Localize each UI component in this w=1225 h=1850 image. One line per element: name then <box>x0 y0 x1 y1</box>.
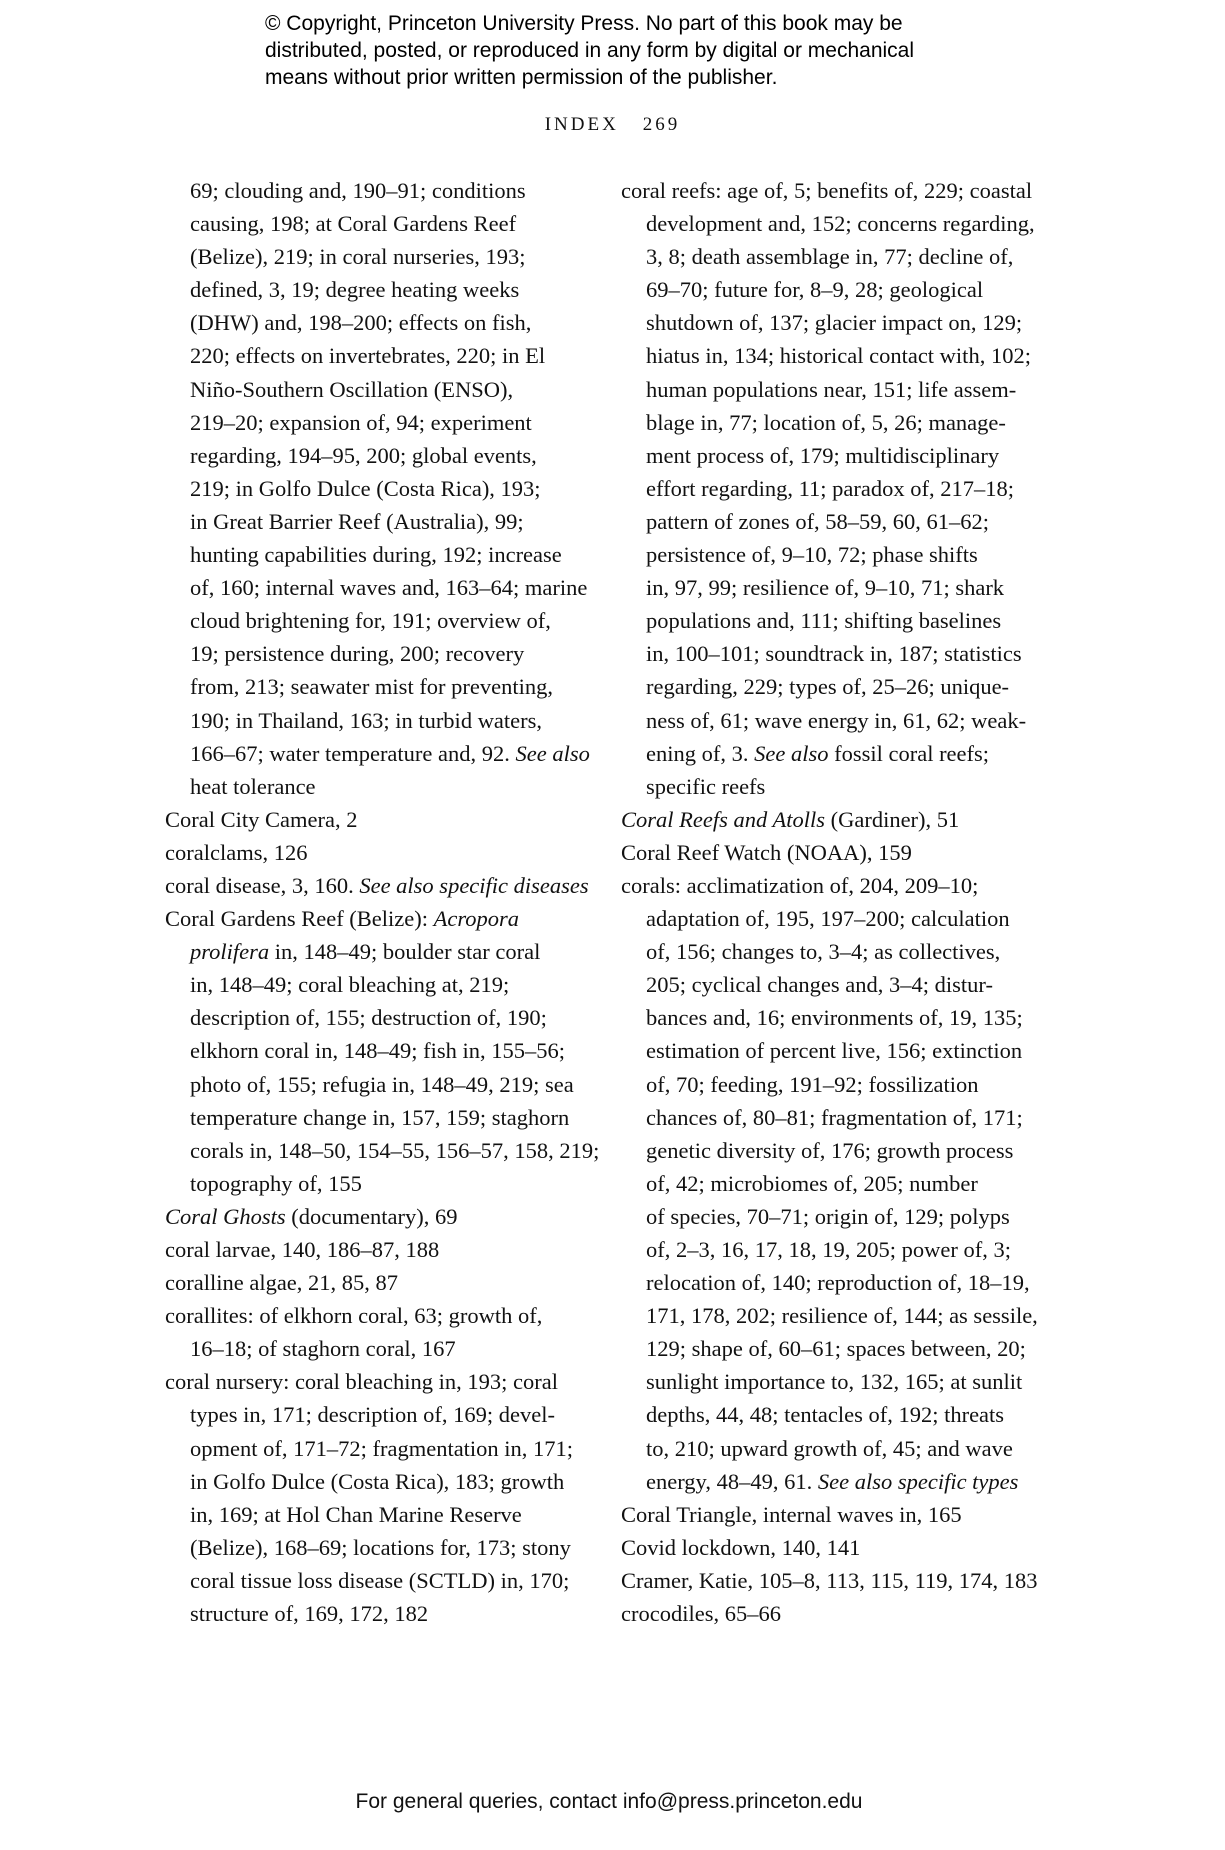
text: persistence of, 9–10, 72; phase shifts <box>646 542 978 568</box>
index-subentry-line <box>165 571 599 604</box>
italic-text: Coral Reefs and Atolls <box>621 806 825 832</box>
index-subentry-line <box>165 1034 599 1067</box>
index-subentry-line <box>621 1001 1038 1034</box>
text: 219; in Golfo Dulce (Costa Rica), 193; <box>190 475 541 501</box>
footer-contact: For general queries, contact info@press.princeton.edu <box>355 1790 863 1813</box>
text: energy, 48–49, 61. <box>646 1468 818 1494</box>
text: in Golfo Dulce (Costa Rica), 183; growth <box>190 1468 565 1494</box>
text: Niño-Southern Oscillation (ENSO), <box>190 376 514 402</box>
index-subentry-line <box>165 406 599 439</box>
text: fossil coral reefs; <box>828 740 990 766</box>
text: to, 210; upward growth of, 45; and wave <box>646 1435 1013 1461</box>
text: chances of, 80–81; fragmentation of, 171; <box>646 1104 1023 1130</box>
index-subentry-line <box>165 1398 599 1431</box>
index-subentry-line <box>165 306 599 339</box>
index-subentry-line <box>621 770 1038 803</box>
copyright-notice <box>265 10 914 91</box>
text: 19; persistence during, 200; recovery <box>190 641 525 667</box>
italic-text: Coral Ghosts <box>165 1203 286 1229</box>
index-subentry-line <box>621 472 1038 505</box>
index-subentry-line <box>621 339 1038 372</box>
text: human populations near, 151; life assem- <box>646 376 1017 402</box>
text: in, 148–49; boulder star coral <box>269 939 541 965</box>
index-subentry-line <box>165 1332 599 1365</box>
index-entry-line <box>621 869 1038 902</box>
index-subentry-line <box>621 968 1038 1001</box>
text: (DHW) and, 198–200; effects on fish, <box>190 310 532 336</box>
index-subentry-line <box>165 637 599 670</box>
index-subentry-line <box>621 670 1038 703</box>
text: relocation of, 140; reproduction of, 18–19, <box>646 1270 1030 1296</box>
index-subentry-line <box>165 538 599 571</box>
index-subentry-line <box>165 1498 599 1531</box>
index-entry-line <box>165 1299 599 1332</box>
text: 171, 178, 202; resilience of, 144; as sessile, <box>646 1303 1038 1329</box>
index-subentry-line <box>621 373 1038 406</box>
text: Cramer, Katie, 105–8, 113, 115, 119, 174, 183 <box>621 1567 1038 1593</box>
index-subentry-line <box>165 1101 599 1134</box>
index-entry-line <box>621 1564 1038 1597</box>
index-subentry-line <box>621 406 1038 439</box>
index-subentry-line <box>165 1134 599 1167</box>
index-subentry-line <box>165 1001 599 1034</box>
text: corals in, 148–50, 154–55, 156–57, 158, 219; <box>190 1137 600 1163</box>
text: (documentary), 69 <box>285 1203 458 1229</box>
text: of, 156; changes to, 3–4; as collectives, <box>646 939 1001 965</box>
text: bances and, 16; environments of, 19, 135; <box>646 1005 1023 1031</box>
text: hiatus in, 134; historical contact with, 102; <box>646 343 1031 369</box>
text: temperature change in, 157, 159; staghorn <box>190 1104 570 1130</box>
index-subentry-line <box>621 306 1038 339</box>
text: opment of, 171–72; fragmentation in, 171; <box>190 1435 574 1461</box>
italic-text: prolifera <box>190 939 270 965</box>
text: crocodiles, 65–66 <box>621 1601 781 1627</box>
text: coral disease, 3, 160. <box>165 872 360 898</box>
text: in, 148–49; coral bleaching at, 219; <box>190 972 510 998</box>
index-entry-line <box>621 1498 1038 1531</box>
text: regarding, 229; types of, 25–26; unique- <box>646 674 1010 700</box>
text: coral larvae, 140, 186–87, 188 <box>165 1237 440 1262</box>
index-subentry-line <box>165 670 599 703</box>
index-subentry-line <box>621 902 1038 935</box>
text: sunlight importance to, 132, 165; at sunlit <box>646 1369 1023 1395</box>
index-subentry-line <box>165 505 599 538</box>
index-subentry-line <box>165 174 599 207</box>
index-subentry-line <box>621 1233 1038 1266</box>
text: depths, 44, 48; tentacles of, 192; threats <box>646 1402 1005 1428</box>
index-entry-line <box>165 1365 599 1398</box>
index-subentry-line <box>165 1465 599 1498</box>
notice-line: © Copyright, Princeton University Press. No part of this book may be <box>265 12 903 35</box>
index-subentry-line <box>165 1564 599 1597</box>
index-entry-line <box>621 1597 1038 1630</box>
text: of, 70; feeding, 191–92; fossilization <box>646 1071 979 1097</box>
text: coral reefs: age of, 5; benefits of, 229; coastal <box>621 178 1033 203</box>
text: 129; shape of, 60–61; spaces between, 20; <box>646 1336 1026 1362</box>
text: Coral Gardens Reef (Belize): <box>165 906 434 932</box>
index-subentry-line <box>621 505 1038 538</box>
index-subentry-line <box>165 968 599 1001</box>
text: of, 42; microbiomes of, 205; number <box>646 1170 978 1196</box>
text: in Great Barrier Reef (Australia), 99; <box>190 508 524 534</box>
text: heat tolerance <box>190 773 316 799</box>
index-subentry-line <box>165 737 599 770</box>
index-subentry-line <box>165 339 599 372</box>
index-subentry-line <box>165 935 599 968</box>
text: regarding, 194–95, 200; global events, <box>190 442 537 468</box>
index-subentry-line <box>621 1034 1038 1067</box>
index-subentry-line <box>621 439 1038 472</box>
index-subentry-line <box>621 637 1038 670</box>
text: coral nursery: coral bleaching in, 193; coral <box>165 1369 558 1395</box>
text: topography of, 155 <box>190 1170 362 1196</box>
index-entry-line <box>165 836 599 869</box>
index-entry-line <box>165 1266 599 1299</box>
index-entry-line <box>621 836 1038 869</box>
index-subentry-line <box>621 1101 1038 1134</box>
index-subentry-line <box>165 1068 599 1101</box>
text: specific reefs <box>646 773 766 799</box>
text: in, 100–101; soundtrack in, 187; statistics <box>646 641 1022 667</box>
index-subentry-line <box>621 1432 1038 1465</box>
text: effort regarding, 11; paradox of, 217–18; <box>646 475 1015 501</box>
text: from, 213; seawater mist for preventing, <box>190 674 554 700</box>
text: cloud brightening for, 191; overview of, <box>190 608 551 634</box>
index-subentry-line <box>621 240 1038 273</box>
notice-line: distributed, posted, or reproduced in any form by digital or mechanical <box>265 39 915 62</box>
text: 220; effects on invertebrates, 220; in El <box>190 343 546 369</box>
index-subentry-line <box>165 770 599 803</box>
text: corals: acclimatization of, 204, 209–10; <box>621 872 979 898</box>
text: estimation of percent live, 156; extinction <box>646 1038 1023 1064</box>
index-entry-line <box>165 1200 599 1233</box>
text: Covid lockdown, 140, 141 <box>621 1534 861 1560</box>
text: (Belize), 219; in coral nurseries, 193; <box>190 244 526 270</box>
text: 69–70; future for, 8–9, 28; geological <box>646 277 984 303</box>
index-subentry-line <box>165 240 599 273</box>
index-subentry-line <box>621 538 1038 571</box>
text: corallites: of elkhorn coral, 63; growth of, <box>165 1303 543 1329</box>
index-subentry-line <box>621 1134 1038 1167</box>
index-subentry-line <box>621 737 1038 770</box>
text: description of, 155; destruction of, 190; <box>190 1005 547 1031</box>
text: defined, 3, 19; degree heating weeks <box>190 277 520 303</box>
index-subentry-line <box>621 1068 1038 1101</box>
index-subentry-line <box>621 704 1038 737</box>
index-subentry-line <box>165 373 599 406</box>
text: of, 2–3, 16, 17, 18, 19, 205; power of, 3; <box>646 1237 1011 1262</box>
italic-text: See also <box>754 740 829 766</box>
text: types in, 171; description of, 169; devel- <box>190 1402 555 1428</box>
text: Coral Reef Watch (NOAA), 159 <box>621 839 912 865</box>
index-subentry-line <box>621 207 1038 240</box>
index-column-right <box>621 174 1038 1630</box>
italic-text: See also <box>515 740 590 766</box>
text: 69; clouding and, 190–91; conditions <box>190 178 526 203</box>
text: pattern of zones of, 58–59, 60, 61–62; <box>646 508 990 534</box>
text: photo of, 155; refugia in, 148–49, 219; sea <box>190 1071 574 1097</box>
section-title: INDEX <box>544 114 619 135</box>
text: ment process of, 179; multidisciplinary <box>646 442 1000 468</box>
text: Coral City Camera, 2 <box>165 806 358 832</box>
index-subentry-line <box>621 571 1038 604</box>
index-subentry-line <box>621 273 1038 306</box>
text: (Gardiner), 51 <box>824 806 960 832</box>
text: 166–67; water temperature and, 92. <box>190 740 516 766</box>
text: in, 97, 99; resilience of, 9–10, 71; shark <box>646 575 1005 601</box>
page-number: 269 <box>642 114 681 135</box>
text: development and, 152; concerns regarding, <box>646 211 1035 237</box>
index-subentry-line <box>621 1365 1038 1398</box>
text: coralclams, 126 <box>165 839 308 865</box>
index-subentry-line <box>621 1332 1038 1365</box>
index-entry-line <box>165 869 599 902</box>
running-head <box>0 114 1225 136</box>
text: causing, 198; at Coral Gardens Reef <box>190 211 517 237</box>
text: 219–20; expansion of, 94; experiment <box>190 409 532 435</box>
index-subentry-line <box>165 1432 599 1465</box>
index-subentry-line <box>165 207 599 240</box>
text: ness of, 61; wave energy in, 61, 62; weak- <box>646 707 1027 733</box>
index-entry-line <box>165 902 599 935</box>
index-column-left <box>165 174 599 1630</box>
index-subentry-line <box>165 1597 599 1630</box>
index-subentry-line <box>621 1167 1038 1200</box>
index-subentry-line <box>621 1465 1038 1498</box>
index-subentry-line <box>165 472 599 505</box>
index-subentry-line <box>165 439 599 472</box>
text: (Belize), 168–69; locations for, 173; stony <box>190 1534 571 1560</box>
index-entry-line <box>621 803 1038 836</box>
text: populations and, 111; shifting baselines <box>646 608 1002 634</box>
index-subentry-line <box>165 1531 599 1564</box>
index-entry-line <box>621 1531 1038 1564</box>
text: 3, 8; death assemblage in, 77; decline of, <box>646 244 1014 270</box>
italic-text: See also specific types <box>817 1468 1019 1494</box>
text: coral tissue loss disease (SCTLD) in, 170; <box>190 1567 570 1593</box>
index-subentry-line <box>621 1200 1038 1233</box>
index-entry-line <box>621 174 1038 207</box>
text: 16–18; of staghorn coral, 167 <box>190 1336 456 1362</box>
notice-line: means without prior written permission of the publisher. <box>265 66 778 89</box>
text: 190; in Thailand, 163; in turbid waters, <box>190 707 543 733</box>
text: of, 160; internal waves and, 163–64; marine <box>190 575 588 601</box>
text: elkhorn coral in, 148–49; fish in, 155–56; <box>190 1038 565 1064</box>
text: 205; cyclical changes and, 3–4; distur- <box>646 972 993 998</box>
text: in, 169; at Hol Chan Marine Reserve <box>190 1501 522 1527</box>
index-subentry-line <box>621 935 1038 968</box>
index-entry-line <box>165 803 599 836</box>
text: ening of, 3. <box>646 740 755 766</box>
index-subentry-line <box>621 1266 1038 1299</box>
index-subentry-line <box>621 604 1038 637</box>
index-subentry-line <box>165 704 599 737</box>
index-subentry-line <box>621 1299 1038 1332</box>
text: hunting capabilities during, 192; increase <box>190 542 562 568</box>
text: Coral Triangle, internal waves in, 165 <box>621 1501 962 1527</box>
index-subentry-line <box>621 1398 1038 1431</box>
text: of species, 70–71; origin of, 129; polyps <box>646 1203 1010 1229</box>
text: genetic diversity of, 176; growth process <box>646 1137 1014 1163</box>
text: adaptation of, 195, 197–200; calculation <box>646 906 1010 932</box>
text: coralline algae, 21, 85, 87 <box>165 1270 399 1296</box>
text: structure of, 169, 172, 182 <box>190 1601 429 1627</box>
index-subentry-line <box>165 1167 599 1200</box>
italic-text: See also specific diseases <box>359 872 589 898</box>
index-subentry-line <box>165 604 599 637</box>
index-subentry-line <box>165 273 599 306</box>
text: blage in, 77; location of, 5, 26; manage- <box>646 409 1006 435</box>
index-entry-line <box>165 1233 599 1266</box>
text: shutdown of, 137; glacier impact on, 129; <box>646 310 1023 336</box>
italic-text: Acropora <box>433 906 520 932</box>
